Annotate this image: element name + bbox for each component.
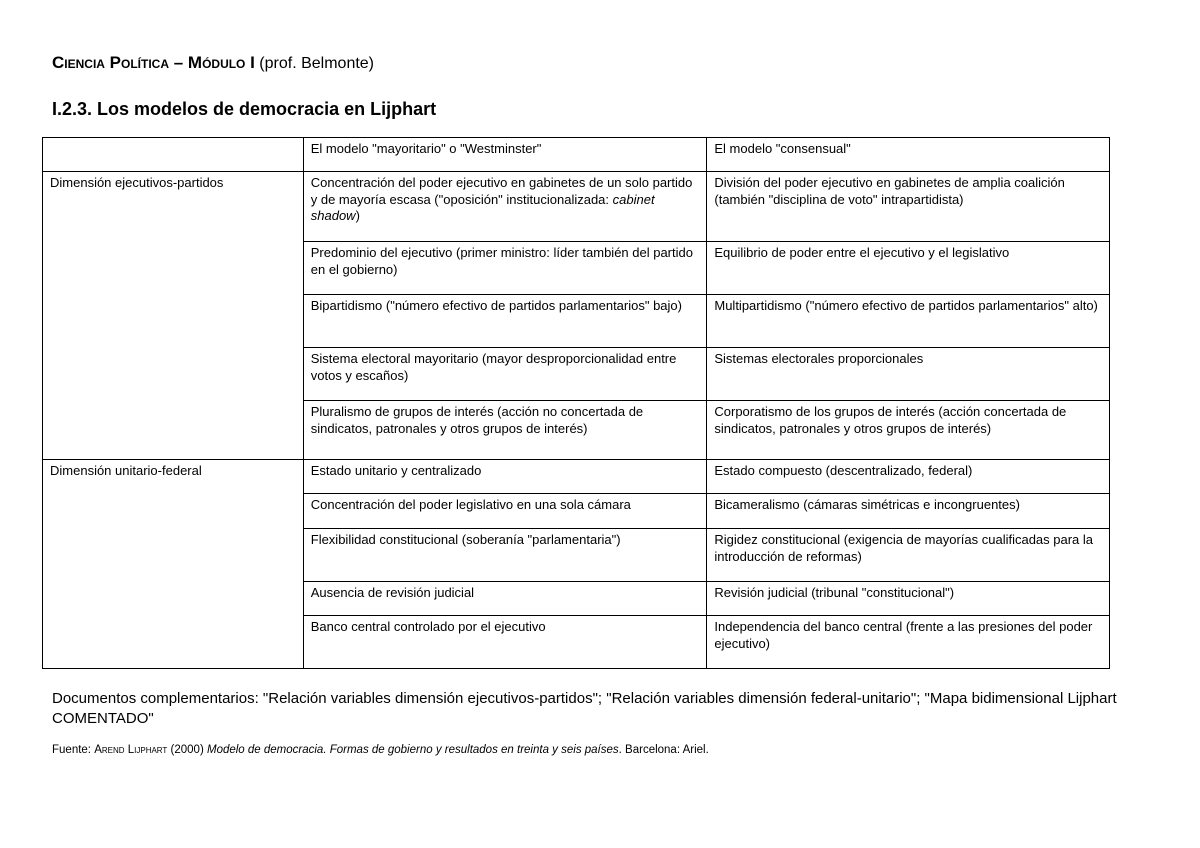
mayoritario-cell: Estado unitario y centralizado xyxy=(303,460,707,494)
source-publisher: . Barcelona: Ariel. xyxy=(618,744,709,756)
dimension-cell: Dimensión unitario-federal xyxy=(43,460,304,669)
mayoritario-cell: Predominio del ejecutivo (primer ministro: líder también del partido en el gobierno) xyxy=(303,242,707,295)
complementary-documents: Documentos complementarios: "Relación variables dimensión ejecutivos-partidos"; "Relación variables dimensión federal-unitario"; "Mapa bidimensional Lijphart COMENTADO" xyxy=(52,690,1117,727)
consensual-cell: Bicameralismo (cámaras simétricas e incongruentes) xyxy=(707,494,1110,529)
mayoritario-cell: Pluralismo de grupos de interés (acción no concertada de sindicatos, patronales y otros grupos de interés) xyxy=(303,401,707,460)
dimension-cell: Dimensión ejecutivos-partidos xyxy=(43,172,304,460)
models-table xyxy=(42,137,1110,669)
source-citation xyxy=(52,743,709,758)
professor-name: (prof. Belmonte) xyxy=(259,55,375,72)
source-label: Fuente: xyxy=(52,744,91,756)
mayoritario-cell: Concentración del poder ejecutivo en gabinetes de un solo partido y de mayoría escasa ("oposición" institucionalizada: cabinet shadow) xyxy=(303,172,707,242)
mayoritario-cell: Bipartidismo ("número efectivo de partidos parlamentarios" bajo) xyxy=(303,295,707,348)
table-row xyxy=(43,172,1110,242)
table-row xyxy=(43,460,1110,494)
mayoritario-cell: Concentración del poder legislativo en una sola cámara xyxy=(303,494,707,529)
mayoritario-cell: Sistema electoral mayoritario (mayor desproporcionalidad entre votos y escaños) xyxy=(303,348,707,401)
consensual-cell: Rigidez constitucional (exigencia de mayorías cualificadas para la introducción de reformas) xyxy=(707,529,1110,582)
consensual-cell: División del poder ejecutivo en gabinetes de amplia coalición (también "disciplina de voto" intrapartidista) xyxy=(707,172,1110,242)
consensual-cell: Independencia del banco central (frente a las presiones del poder ejecutivo) xyxy=(707,616,1110,669)
consensual-cell: Equilibrio de poder entre el ejecutivo y el legislativo xyxy=(707,242,1110,295)
header-cell-consensual: El modelo "consensual" xyxy=(707,138,1110,172)
section-title: I.2.3. Los modelos de democracia en Lijphart xyxy=(52,99,437,119)
consensual-cell: Sistemas electorales proporcionales xyxy=(707,348,1110,401)
mayoritario-cell: Banco central controlado por el ejecutivo xyxy=(303,616,707,669)
consensual-cell: Estado compuesto (descentralizado, federal) xyxy=(707,460,1110,494)
source-author: Arend Lijphart xyxy=(94,744,168,756)
emphasis-text: cabinet shadow xyxy=(310,191,655,223)
table-header-row xyxy=(43,138,1110,172)
consensual-cell: Multipartidismo ("número efectivo de partidos parlamentarios" alto) xyxy=(707,295,1110,348)
header-cell-empty xyxy=(43,138,304,172)
course-header xyxy=(52,53,374,74)
header-cell-mayoritario: El modelo "mayoritario" o "Westminster" xyxy=(303,138,707,172)
consensual-cell: Revisión judicial (tribunal "constitucional") xyxy=(707,582,1110,616)
source-year: (2000) xyxy=(170,744,204,756)
mayoritario-cell: Flexibilidad constitucional (soberanía "parlamentaria") xyxy=(303,529,707,582)
course-title: Ciencia Política – Módulo I xyxy=(52,53,255,72)
consensual-cell: Corporatismo de los grupos de interés (acción concertada de sindicatos, patronales y otros grupos de interés) xyxy=(707,401,1110,460)
source-title: Modelo de democracia. Formas de gobierno y resultados en treinta y seis países xyxy=(206,744,619,756)
mayoritario-cell: Ausencia de revisión judicial xyxy=(303,582,707,616)
